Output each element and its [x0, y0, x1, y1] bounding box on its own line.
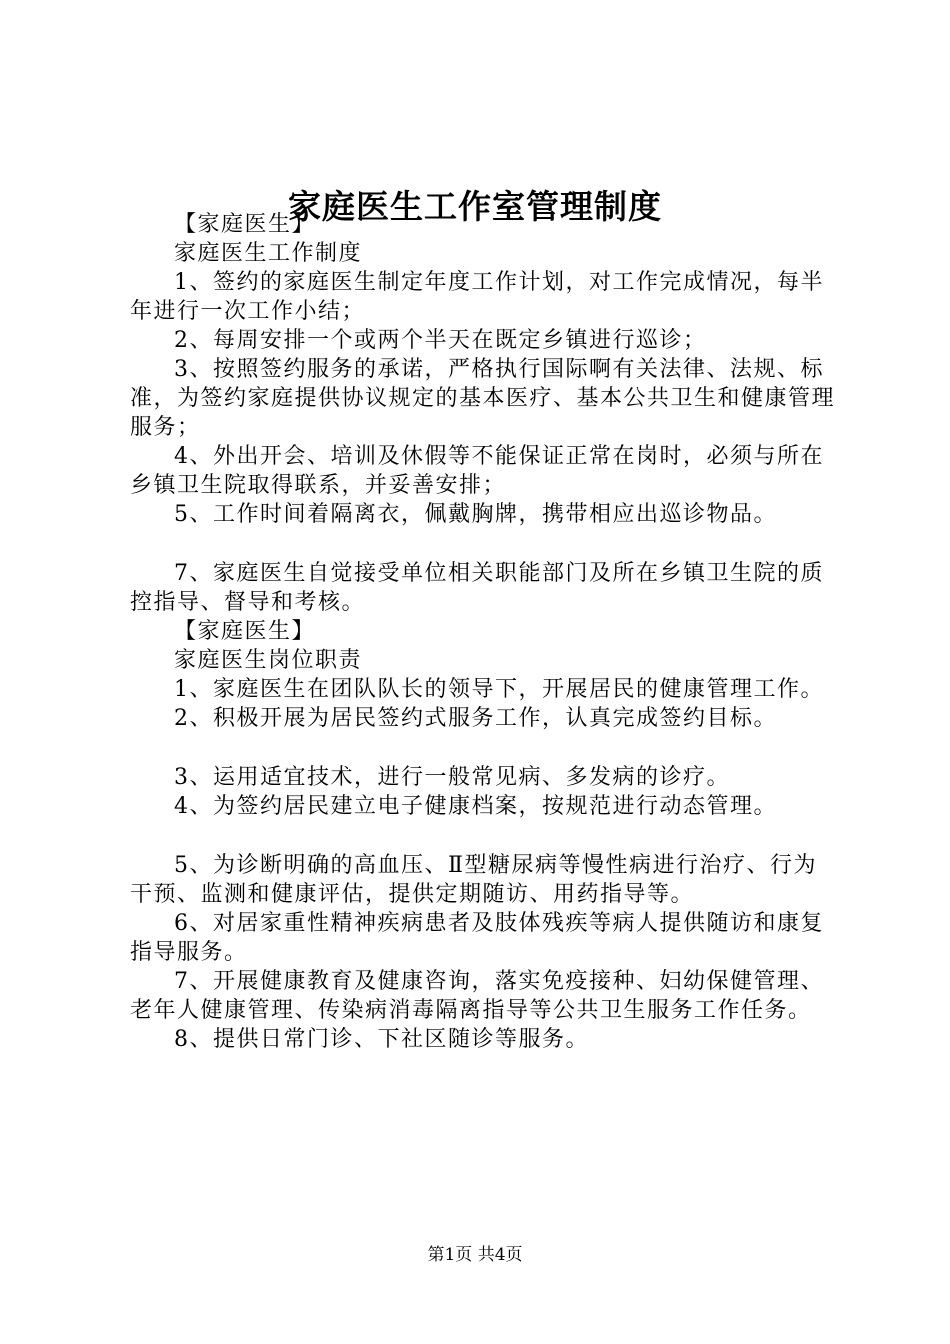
duty-item: 2、积极开展为居民签约式服务工作，认真完成签约目标。	[174, 706, 777, 731]
rule-item: 7、家庭医生自觉接受单位相关职能部门及所在乡镇卫生院的质控指导、督导和考核。	[130, 561, 824, 615]
duty-item: 1、家庭医生在团队队长的领导下，开展居民的健康管理工作。	[174, 677, 824, 702]
duty-item: 4、为签约居民建立电子健康档案，按规范进行动态管理。	[174, 794, 777, 819]
paragraph-gap	[130, 529, 835, 559]
section-heading: 家庭医生工作制度	[174, 241, 363, 266]
page-number: 第1页 共4页	[427, 1245, 523, 1265]
section-tag: 【家庭医生】	[174, 212, 316, 237]
paragraph-gap	[130, 733, 835, 763]
duty-item: 3、运用适宜技术，进行一般常见病、多发病的诊疗。	[174, 765, 730, 790]
rule-item: 2、每周安排一个或两个半天在既定乡镇进行巡诊；	[174, 328, 707, 353]
section-heading: 家庭医生岗位职责	[174, 648, 363, 673]
page-title: 家庭医生工作室管理制度	[288, 187, 662, 226]
rule-item: 4、外出开会、培训及休假等不能保证正常在岗时，必须与所在乡镇卫生院取得联系，并妥善安排；	[130, 444, 824, 498]
rule-item: 1、签约的家庭医生制定年度工作计划，对工作完成情况，每半年进行一次工作小结；	[130, 270, 824, 324]
page-footer	[0, 1243, 950, 1267]
duty-item: 6、对居家重性精神疾病患者及肢体残疾等病人提供随访和康复指导服务。	[130, 911, 824, 965]
duty-item: 8、提供日常门诊、下社区随诊等服务。	[174, 1027, 589, 1052]
duty-item: 5、为诊断明确的高血压、Ⅱ型糖尿病等慢性病进行治疗、行为干预、监测和健康评估，提供定期随访、用药指导等。	[130, 853, 817, 907]
document-body	[130, 210, 835, 1054]
duty-item: 7、开展健康教育及健康咨询，落实免疫接种、妇幼保健管理、老年人健康管理、传染病消毒隔离指导等公共卫生服务工作任务。	[130, 969, 824, 1023]
rule-item: 5、工作时间着隔离衣，佩戴胸牌，携带相应出巡诊物品。	[174, 502, 777, 527]
section-tag: 【家庭医生】	[174, 619, 316, 644]
paragraph-gap	[130, 821, 835, 851]
rule-item: 3、按照签约服务的承诺，严格执行国际啊有关法律、法规、标准，为签约家庭提供协议规定的基本医疗、基本公共卫生和健康管理服务；	[130, 357, 836, 440]
